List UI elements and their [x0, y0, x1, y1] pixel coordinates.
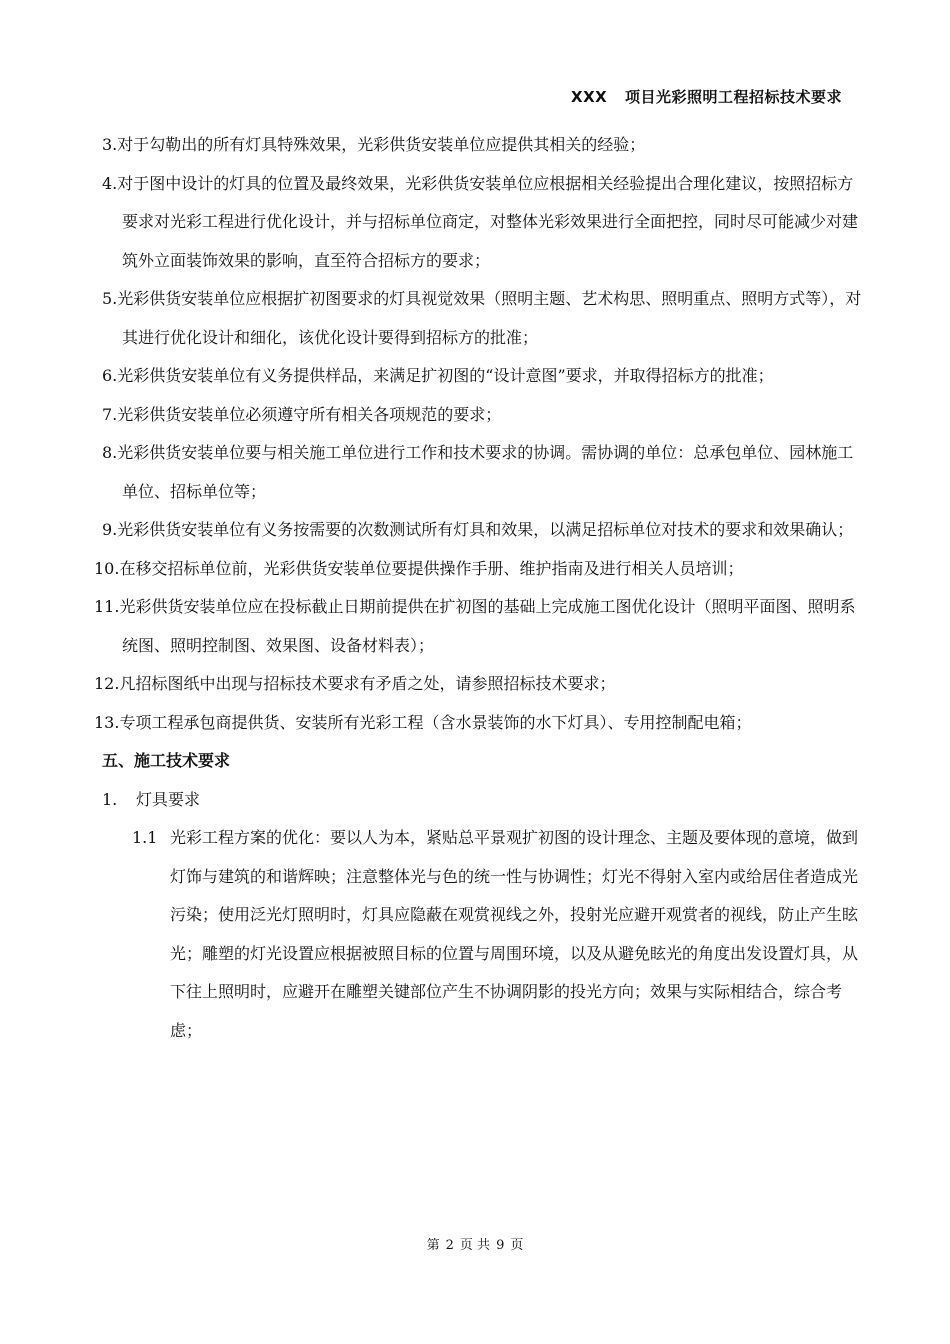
list-item	[102, 511, 867, 550]
list-item	[102, 280, 867, 357]
item-number: 13.	[94, 712, 120, 732]
item-number: 10.	[94, 558, 120, 578]
item-text: 光彩供货安装单位有义务提供样品，来满足扩初图的“设计意图”要求，并取得招标方的批准；	[117, 366, 774, 385]
list-item	[102, 434, 867, 511]
item-number: 6.	[102, 366, 118, 385]
subsection-number: 1.	[102, 789, 118, 809]
item-text: 在移交招标单位前，光彩供货安装单位要提供操作手册、维护指南及进行相关人员培训；	[119, 558, 744, 578]
item-text: 光彩供货安装单位要与相关施工单位进行工作和技术要求的协调。需协调的单位：总承包单位、园林施工单位、招标单位等；	[117, 443, 854, 501]
item-text: 光彩供货安装单位有义务按需要的次数测试所有灯具和效果，以满足招标单位对技术的要求和效果确认；	[117, 520, 854, 539]
footer-suffix: 页	[510, 1238, 524, 1253]
item-text: 凡招标图纸中出现与招标技术要求有矛盾之处，请参照招标技术要求；	[119, 674, 616, 693]
page-header	[571, 86, 842, 107]
total-page-count: 9	[496, 1238, 505, 1253]
list-item	[102, 357, 867, 396]
subsection-heading	[102, 781, 867, 820]
list-item	[102, 396, 867, 435]
item-number: 3.	[102, 135, 118, 154]
list-item	[94, 588, 867, 665]
paragraph-number: 1.1	[132, 828, 158, 847]
item-number: 12.	[94, 674, 120, 693]
page-footer	[0, 1234, 950, 1253]
subsection-title: 灯具要求	[136, 789, 201, 809]
footer-prefix: 第	[426, 1238, 440, 1253]
item-text: 专项工程承包商提供货、安装所有光彩工程（含水景装饰的水下灯具）、专用控制配电箱；	[119, 712, 752, 732]
list-item	[102, 126, 867, 165]
item-number: 7.	[102, 404, 118, 424]
item-number: 5.	[102, 289, 118, 308]
list-item	[94, 550, 867, 589]
current-page-number: 2	[445, 1238, 454, 1253]
list-item	[102, 165, 867, 281]
item-number: 8.	[102, 443, 118, 462]
subsection-paragraph	[102, 819, 867, 1050]
item-text: 光彩供货安装单位应在投标截止日期前提供在扩初图的基础上完成施工图优化设计（照明平面图、照明系统图、照明控制图、效果图、设备材料表）；	[119, 597, 856, 655]
item-text: 光彩供货安装单位应根据扩初图要求的灯具视觉效果（照明主题、艺术构思、照明重点、照明方式等），对其进行优化设计和细化，该优化设计要得到招标方的批准；	[117, 289, 862, 347]
item-number: 4.	[102, 173, 118, 193]
document-title: 项目光彩照明工程招标技术要求	[624, 88, 842, 106]
list-item	[94, 665, 867, 704]
item-number: 11.	[94, 597, 120, 616]
section-heading: 五、施工技术要求	[102, 751, 231, 770]
paragraph-text: 光彩工程方案的优化：要以人为本，紧贴总平景观扩初图的设计理念、主题及要体现的意境，做到灯饰与建筑的和谐辉映；注意整体光与色的统一性与协调性；灯光不得射入室内或给居住者造成光污染；使用泛光灯照明时，灯具应隐蔽在观赏视线之外，投射光应避开观赏者的视线，防止产生眩光；雕塑的灯光设置应根据被照目标的位置与周围环境，以及从避免眩光的角度出发设置灯具，从下往上照明时，应避开在雕塑关键部位产生不协调阴影的投光方向；效果与实际相结合，综合考虑；	[170, 828, 859, 1040]
list-item	[94, 704, 867, 743]
item-text: 对于图中设计的灯具的位置及最终效果，光彩供货安装单位应根据相关经验提出合理化建议，按照招标方要求对光彩工程进行优化设计，并与招标单位商定，对整体光彩效果进行全面把控，同时尽可能减少对建筑外立面装饰效果的影响，直至符合招标方的要求；	[117, 173, 859, 270]
project-code: XXX	[571, 88, 608, 106]
item-number: 9.	[102, 520, 118, 539]
item-text: 对于勾勒出的所有灯具特殊效果，光彩供货安装单位应提供其相关的经验；	[117, 135, 646, 154]
document-body	[94, 126, 867, 1050]
footer-mid: 页 共	[459, 1238, 491, 1253]
item-text: 光彩供货安装单位必须遵守所有相关各项规范的要求；	[117, 404, 502, 424]
